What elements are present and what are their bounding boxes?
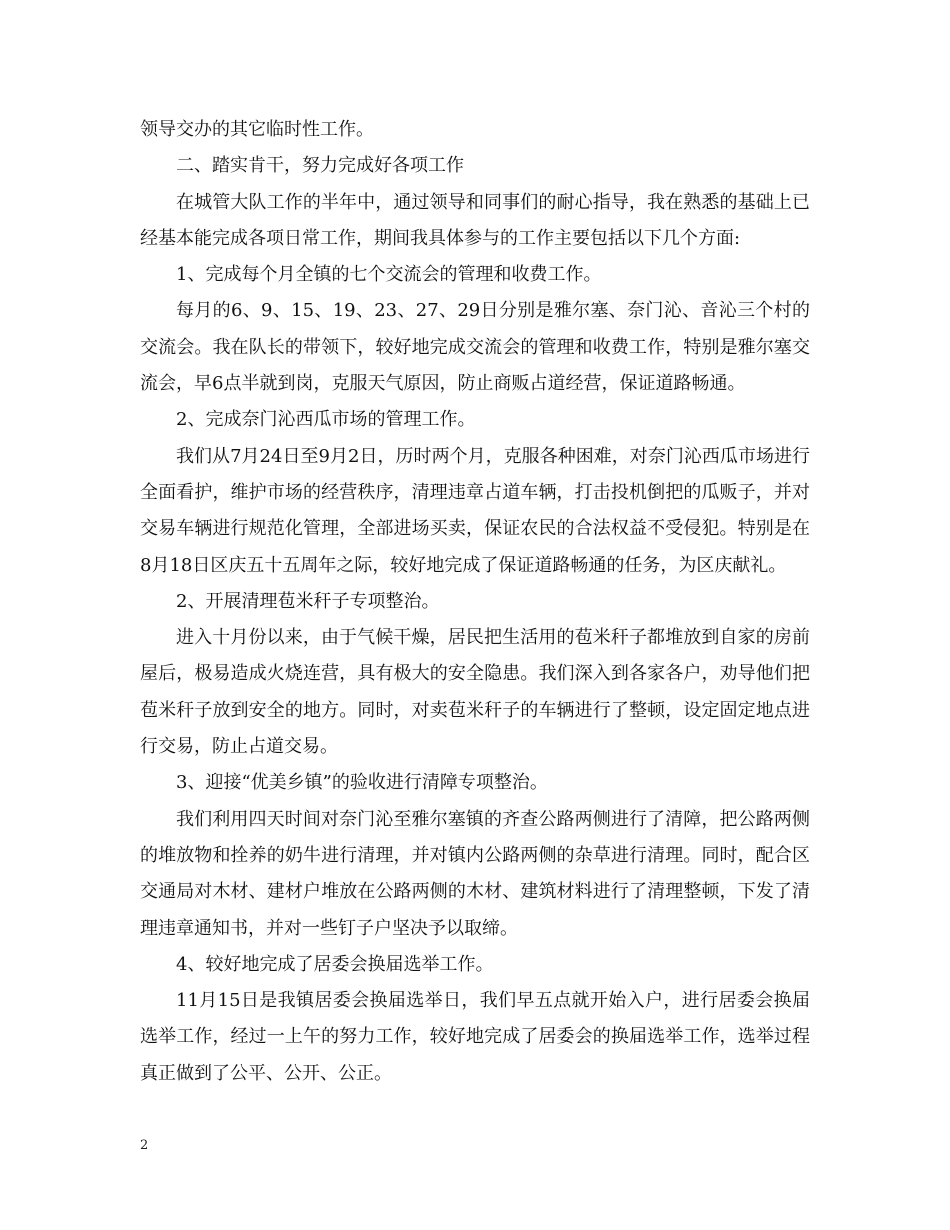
item-heading-2: 2、完成奈门沁西瓜市场的管理工作。 <box>176 409 476 431</box>
document-body <box>140 112 810 1092</box>
item-heading-4: 4、较好地完成了居委会换届选举工作。 <box>176 953 494 975</box>
item-heading-1: 1、完成每个月全镇的七个交流会的管理和收费工作。 <box>176 264 602 286</box>
item-heading-3: 3、迎接“优美乡镇”的验收进行清障专项整治。 <box>176 772 548 794</box>
paragraph-item-3: 我们利用四天时间对奈门沁至雅尔塞镇的齐查公路两侧进行了清障，把公路两侧的堆放物和拴养的奶牛进行清理，并对镇内公路两侧的杂草进行清理。同时，配合区交通局对木材、建材户堆放在公路两侧的木材、建筑材料进行了清理整顿，下发了清理违章通知书，并对一些钉子户坚决予以取缔。 <box>140 808 810 939</box>
paragraph-item-2b: 进入十月份以来，由于气候干燥，居民把生活用的苞米秆子都堆放到自家的房前屋后，极易造成火烧连营，具有极大的安全隐患。我们深入到各家各户，劝导他们把苞米秆子放到安全的地方。同时，对卖苞米秆子的车辆进行了整顿，设定固定地点进行交易，防止占道交易。 <box>140 627 810 758</box>
paragraph-item-2: 我们从7月24日至9月2日，历时两个月，克服各种困难，对奈门沁西瓜市场进行全面看护，维护市场的经营秩序，清理违章占道车辆，打击投机倒把的瓜贩子，并对交易车辆进行规范化管理，全部进场买卖，保证农民的合法权益不受侵犯。特别是在8月18日区庆五十五周年之际，较好地完成了保证道路畅通的任务，为区庆献礼。 <box>140 445 810 576</box>
item-heading-2b: 2、开展清理苞米秆子专项整治。 <box>176 590 440 612</box>
section-heading: 二、踏实肯干，努力完成好各项工作 <box>176 155 464 177</box>
paragraph-item-4: 11月15日是我镇居委会换届选举日，我们早五点就开始入户，进行居委会换届选举工作，经过一上午的努力工作，较好地完成了居委会的换届选举工作，选举过程真正做到了公平、公开、公正。 <box>140 990 810 1084</box>
page-number: 2 <box>140 1138 149 1153</box>
paragraph-continuation: 领导交办的其它临时性工作。 <box>140 119 374 140</box>
paragraph-intro: 在城管大队工作的半年中，通过领导和同事们的耐心指导，我在熟悉的基础上已经基本能完成各项日常工作，期间我具体参与的工作主要包括以下几个方面: <box>140 191 810 249</box>
paragraph-item-1: 每月的6、9、15、19、23、27、29日分别是雅尔塞、奈门沁、音沁三个村的交流会。我在队长的带领下，较好地完成交流会的管理和收费工作，特别是雅尔塞交流会，早6点半就到岗，克服天气原因，防止商贩占道经营，保证道路畅通。 <box>140 300 810 395</box>
